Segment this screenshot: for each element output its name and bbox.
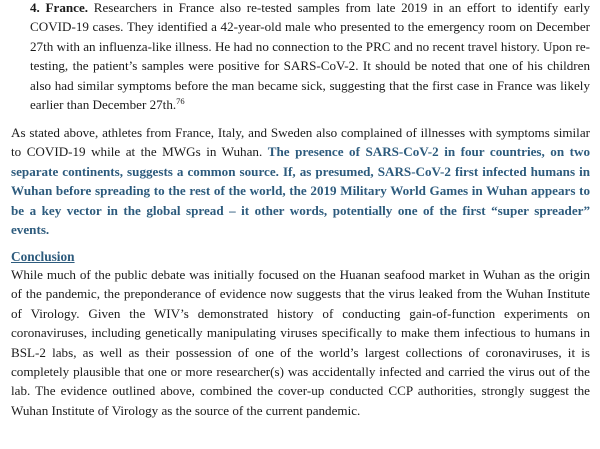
conclusion-heading: Conclusion <box>11 249 75 264</box>
athletes-paragraph-text: As stated above, athletes from France, Italy, and Sweden also complained of illnesses with symptoms similar to COVID-19 while at the MWGs in Wuhan. <box>11 125 590 160</box>
athletes-paragraph-highlight: The presence of SARS-CoV-2 in four countries, on two separate continents, suggests a common source. If, as presumed, SARS-CoV-2 first infected humans in Wuhan before spreading to the rest of the world, the 2019 Military World Games in Wuhan appears to be a key vector in the global spread – it other words, potentially one of the first “super spreader” events. <box>11 144 590 238</box>
conclusion-paragraph: While much of the public debate was initially focused on the Huanan seafood market in Wuhan as the origin of the pandemic, the preponderance of evidence now suggests that the virus leaked from the Wuhan Institute of Virology. Given the WIV’s demonstrated history of conducting gain-of-function experiments on coronaviruses, including genetically manipulating viruses specifically to make them infectious to humans in BSL-2 labs, as well as their possession of one of the world’s largest collections of coronaviruses, it is completely plausible that one or more researcher(s) was accidentally infected and carried the virus out of the lab. The evidence outlined above, combined the cover-up conducted CCP authorities, strongly suggest the Wuhan Institute of Virology as the source of the current pandemic. <box>11 267 590 418</box>
footnote-reference[interactable]: 76 <box>176 96 185 107</box>
france-list-item <box>30 0 590 114</box>
athletes-paragraph <box>11 123 590 239</box>
france-item-lead: 4. France. <box>30 0 89 15</box>
france-item-text: Researchers in France also re-tested samples from late 2019 in an effort to identify early COVID-19 cases. They identified a 42-year-old male who presented to the emergency room on December 27th with an influenza-like illness. He had no connection to the PRC and no recent travel history. Upon re-testing, the patient’s samples were positive for SARS-CoV-2. It should be noted that one of his children also had similar symptoms before the man became sick, suggesting that the first case in France was likely earlier than December 27th. <box>30 0 590 113</box>
